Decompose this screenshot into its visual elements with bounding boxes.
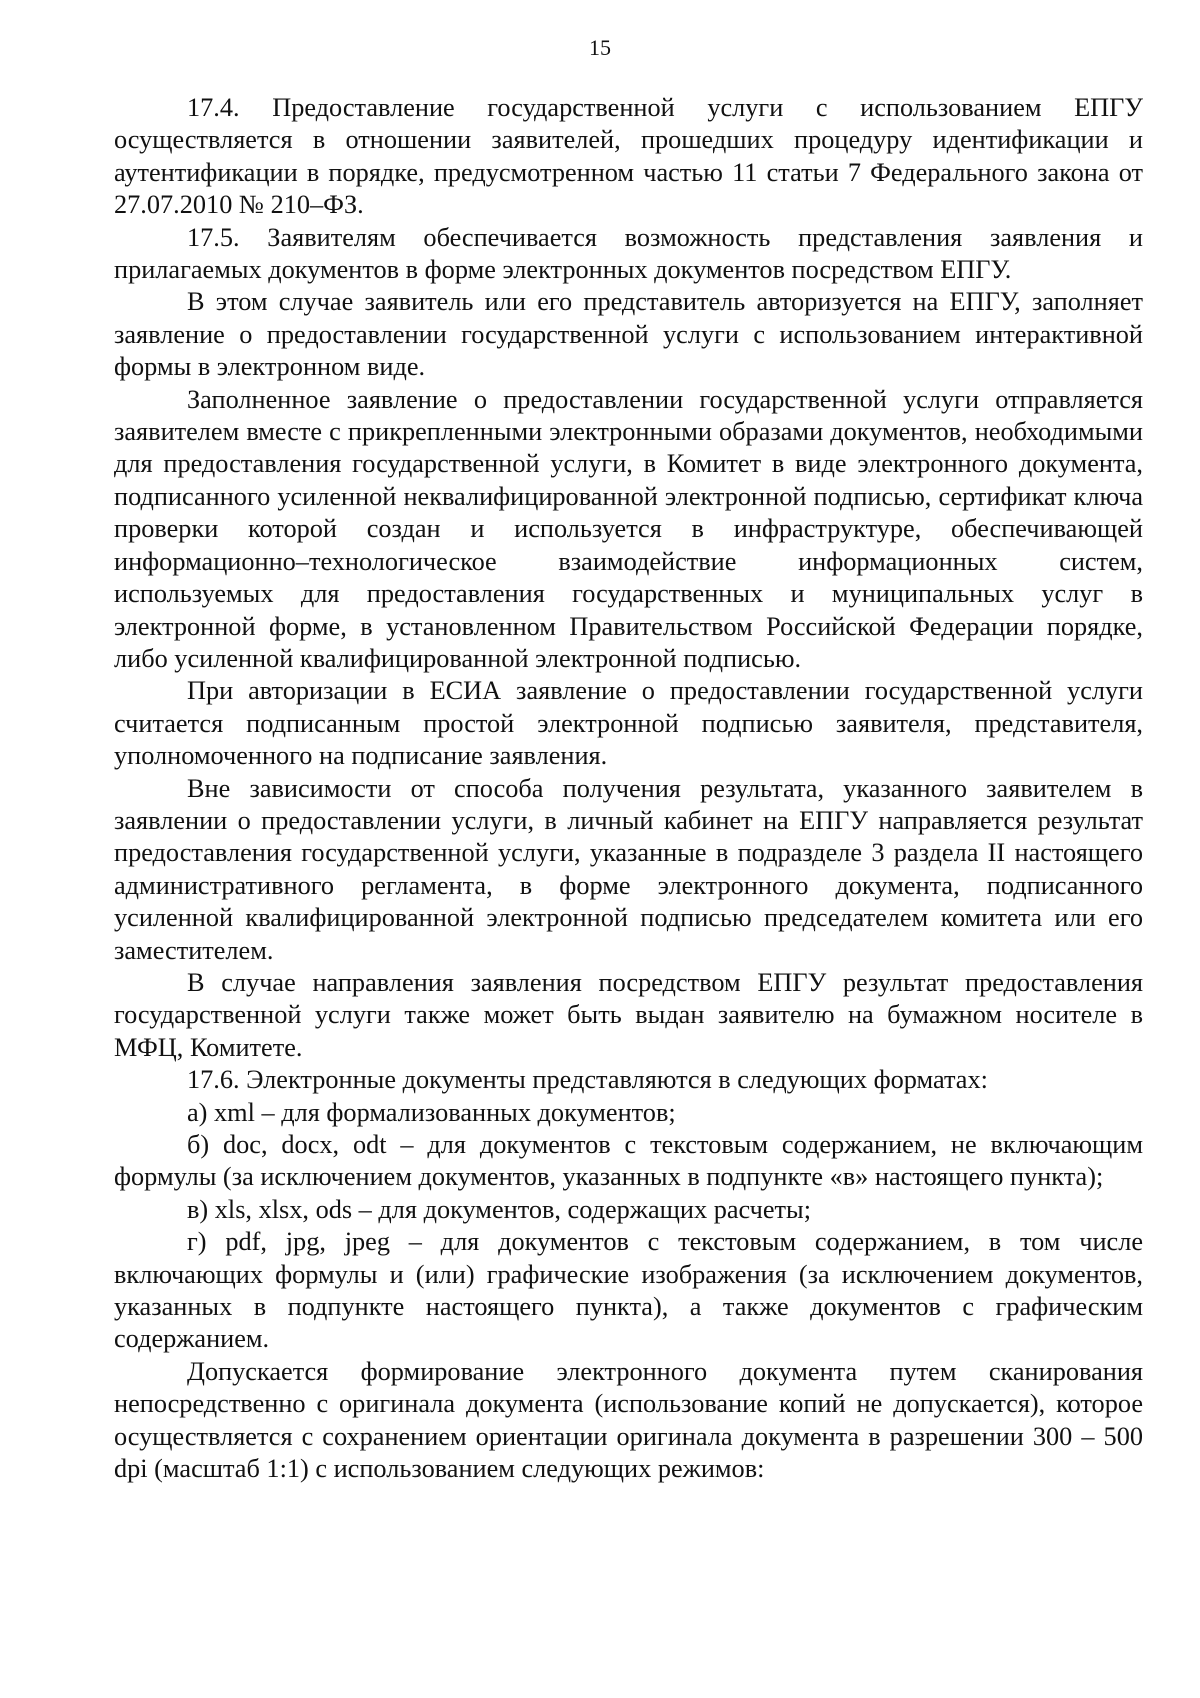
paragraph-17-5: 17.5. Заявителям обеспечивается возможность представления заявления и прилагаемых документов в форме электронных документов посредством ЕПГУ.: [114, 222, 1143, 285]
document-body: [114, 92, 1143, 1485]
list-item-b: б) doc, docx, odt – для документов с текстовым содержанием, не включающим формулы (за исключением документов, указанных в подпункте «в» настоящего пункта);: [114, 1130, 1143, 1192]
paragraph-17-6: 17.6. Электронные документы представляются в следующих форматах:: [187, 1065, 988, 1095]
paragraph-17-4: 17.4. Предоставление государственной услуги с использованием ЕПГУ осуществляется в отношении заявителей, прошедших процедуру идентификации и аутентификации в порядке, предусмотренном частью 11 статьи 7 Федерального закона от 27.07.2010 № 210–ФЗ.: [114, 93, 1143, 220]
page-number: 15: [589, 35, 611, 60]
paragraph-esia: При авторизации в ЕСИА заявление о предоставлении государственной услуги считается подписанным простой электронной подписью заявителя, представителя, уполномоченного на подписание заявления.: [114, 676, 1143, 771]
list-item-v: в) xls, xlsx, ods – для документов, содержащих расчеты;: [187, 1194, 812, 1224]
paragraph-authorization: В этом случае заявитель или его представитель авторизуется на ЕПГУ, заполняет заявление о предоставлении государственной услуги с использованием интерактивной формы в электронном виде.: [114, 287, 1143, 382]
list-item-g: г) pdf, jpg, jpeg – для документов с текстовым содержанием, в том числе включающих формулы и (или) графические изображения (за исключением документов, указанных в подпункте настоящего пункта), а также документов с графическим содержанием.: [114, 1227, 1143, 1354]
paragraph-paper-result: В случае направления заявления посредством ЕПГУ результат предоставления государственной услуги также может быть выдан заявителю на бумажном носителе в МФЦ, Комитете.: [114, 967, 1143, 1062]
paragraph-scanning: Допускается формирование электронного документа путем сканирования непосредственно с оригинала документа (использование копий не допускается), которое осуществляется с сохранением ориентации оригинала документа в разрешении 300 – 500 dpi (масштаб 1:1) с использованием следующих режимов:: [114, 1356, 1143, 1484]
list-item-a: а) xml – для формализованных документов;: [187, 1097, 676, 1127]
paragraph-result: Вне зависимости от способа получения результата, указанного заявителем в заявлении о предоставлении услуги, в личный кабинет на ЕПГУ направляется результат предоставления государственной услуги, указанные в подразделе 3 раздела II настоящего административного регламента, в форме электронного документа, подписанного усиленной квалифицированной электронной подписью председателем комитета или его заместителем.: [114, 773, 1143, 965]
paragraph-submission: Заполненное заявление о предоставлении государственной услуги отправляется заявителем вместе с прикрепленными электронными образами документов, необходимыми для предоставления государственной услуги, в Комитет в виде электронного документа, подписанного усиленной неквалифицированной электронной подписью, сертификат ключа проверки которой создан и используется в инфраструктуре, обеспечивающей информационно–технологическое взаимодействие информационных систем, используемых для предоставления государственных и муниципальных услуг в электронной форме, в установленном Правительством Российской Федерации порядке, либо усиленной квалифицированной электронной подписью.: [114, 384, 1143, 673]
